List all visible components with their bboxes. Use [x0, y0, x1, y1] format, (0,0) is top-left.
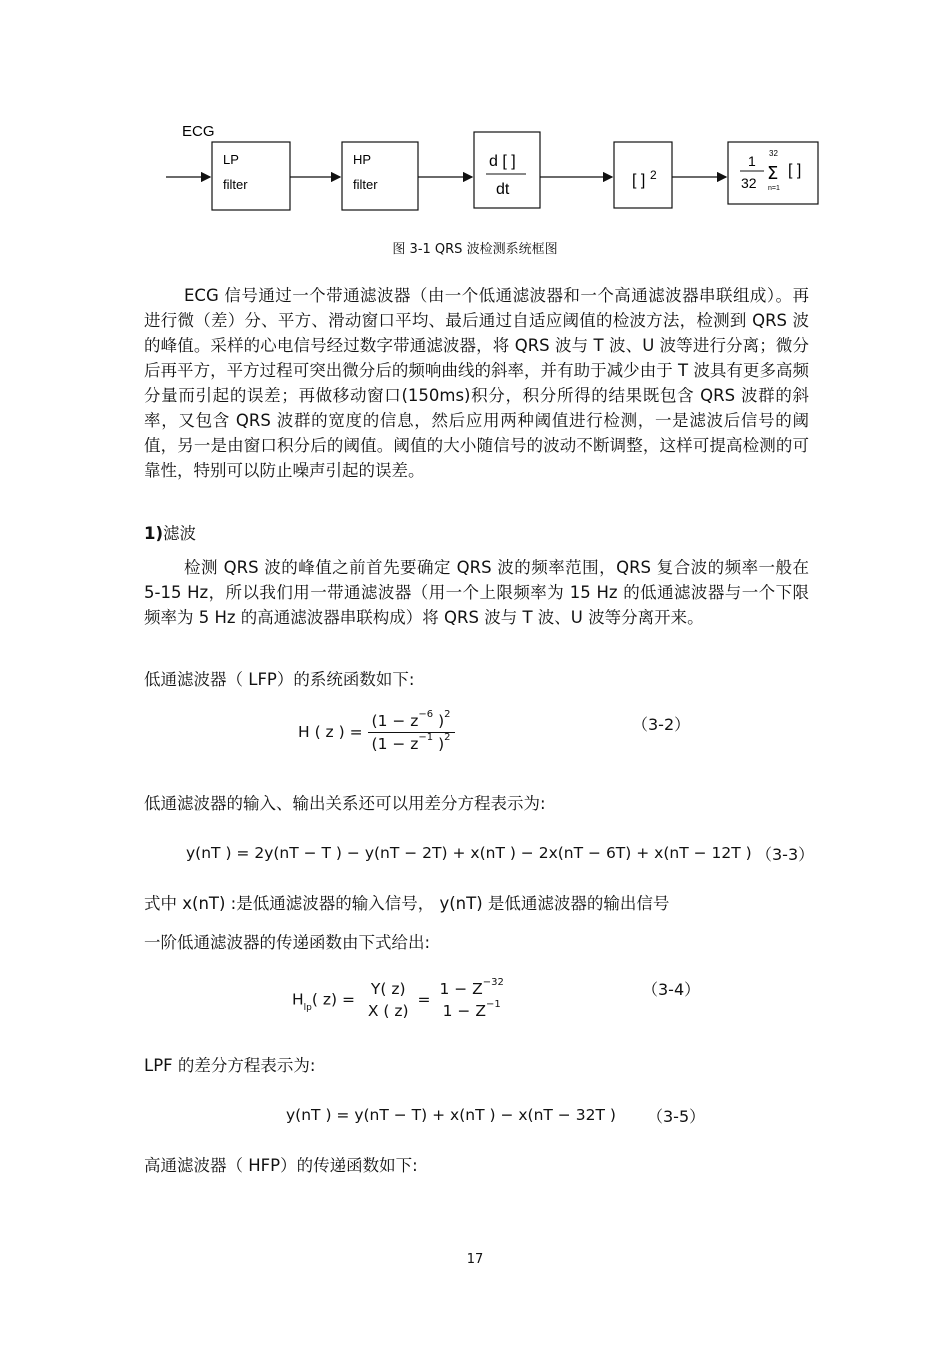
equation-3-4: [292, 977, 508, 1020]
eq34-frac1-num: Y( z): [370, 980, 406, 998]
sum-upper-limit: 32: [769, 149, 778, 158]
eq34-fraction-2: [435, 977, 507, 1020]
qrs-block-diagram: [160, 118, 830, 218]
eq32-num-pow: 2: [444, 709, 451, 720]
paragraph-system-overview: ECG 信号通过一个带通滤波器（由一个低通滤波器和一个高通滤波器串联组成）。再进行微（差）分、平方、滑动窗口平均、最后通过自适应阈值的检波方法，检测到 QRS 波的峰值。采样的心电信号经过数字带通滤波器，将 QRS 波与 T 波、U 波等进行分离；微分后再平方，平方过程可突出微分后的频响曲线的斜率，并有助于减少由于 T 波具有更多高频分量而引起的误差；再做移动窗口(150ms)积分，积分所得的结果既包含 QRS 波群的斜率，又包含 QRS 波群的宽度的信息，然后应用两种阈值进行检测，一是滤波后信号的阈值，另一是由窗口积分后的阈值。阈值的大小随信号的波动不断调整，这样可提高检测的可靠性，特别可以防止噪声引起的误差。: [144, 286, 809, 480]
sum-symbol: Σ: [767, 163, 779, 184]
diff-eq-intro: 低通滤波器的输入、输出关系还可以用差分方程表示为:: [144, 794, 546, 813]
eq32-num: (1 − z: [371, 712, 419, 730]
eq32-lhs: H ( z ) =: [298, 723, 363, 741]
integration-bracket: [ ]: [788, 162, 802, 179]
eq34-lhs-rest: ( z) =: [311, 990, 355, 1009]
figure-caption: 图 3-1 QRS 波检测系统框图: [392, 242, 558, 257]
where-definition-line: 式中 x(nT) :是低通滤波器的输入信号， y(nT) 是低通滤波器的输出信号: [144, 894, 670, 913]
square-exponent: 2: [650, 168, 657, 182]
eq34-frac1-den: X ( z): [367, 1002, 409, 1020]
ecg-input-label: ECG: [182, 123, 215, 140]
eq32-num-close: ): [438, 712, 445, 730]
eq34-frac2-num: 1 − Z: [439, 980, 483, 998]
equation-number-3-5: （3-5）: [647, 1107, 706, 1126]
hp-block-line1: HP: [353, 152, 372, 167]
paragraph-bandpass: 检测 QRS 波的峰值之前首先要确定 QRS 波的频率范围，QRS 复合波的频率一般在 5-15 Hz，所以我们用一带通滤波器（用一个上限频率为 15 Hz 的低通滤波器与一个下限频率为 5 Hz 的高通滤波器串联构成）将 QRS 波与 T 波、U 波等分离开来。: [144, 558, 809, 627]
derivative-denominator: dt: [496, 181, 510, 198]
derivative-numerator: d [ ]: [489, 153, 516, 170]
eq32-den: (1 − z: [371, 735, 419, 753]
lfp-intro: 低通滤波器（ LFP）的系统函数如下:: [144, 670, 415, 689]
first-order-intro: 一阶低通滤波器的传递函数由下式给出:: [144, 933, 431, 952]
page-number: 17: [466, 1252, 484, 1267]
section-heading-filtering: [144, 520, 196, 544]
eq32-den-pow: 2: [444, 732, 451, 743]
eq32-den-close: ): [438, 735, 445, 753]
eq32-fraction: [368, 709, 455, 753]
eq34-lhs: H: [292, 990, 304, 1009]
integration-denominator: 32: [741, 175, 757, 191]
eq34-frac2-num-exp: −32: [482, 977, 504, 988]
equation-number-3-4: （3-4）: [642, 980, 701, 999]
lpf-diff-intro: LPF 的差分方程表示为:: [144, 1056, 316, 1075]
hp-block-line2: filter: [353, 177, 378, 192]
integration-numerator: 1: [748, 153, 756, 169]
eq34-equals: =: [417, 990, 431, 1009]
equation-3-3: y(nT ) = 2y(nT − T ) − y(nT − 2T) + x(nT ) − 2x(nT − 6T) + x(nT − 12T ): [186, 844, 752, 862]
eq34-frac2-den-exp: −1: [485, 999, 501, 1010]
eq34-fraction-1: [364, 980, 413, 1020]
eq32-num-exp: −6: [418, 709, 434, 720]
section-heading-number: 1): [144, 524, 164, 543]
eq34-lhs-sub: lp: [303, 1002, 312, 1013]
section-heading-text: 滤波: [163, 524, 197, 543]
eq34-frac2-den: 1 − Z: [442, 1002, 486, 1020]
sum-lower-limit: n=1: [768, 185, 780, 192]
hfp-intro: 高通滤波器（ HFP）的传递函数如下:: [144, 1156, 418, 1175]
square-bracket: [ ]: [632, 172, 646, 189]
equation-number-3-3: （3-3）: [756, 845, 815, 864]
equation-number-3-2: （3-2）: [632, 715, 691, 734]
equation-3-5: y(nT ) = y(nT − T) + x(nT ) − x(nT − 32T ): [286, 1106, 616, 1124]
lp-block-line1: LP: [223, 152, 239, 167]
lp-block-line2: filter: [223, 177, 248, 192]
eq32-den-exp: −1: [418, 732, 434, 743]
equation-3-2: [298, 709, 455, 753]
